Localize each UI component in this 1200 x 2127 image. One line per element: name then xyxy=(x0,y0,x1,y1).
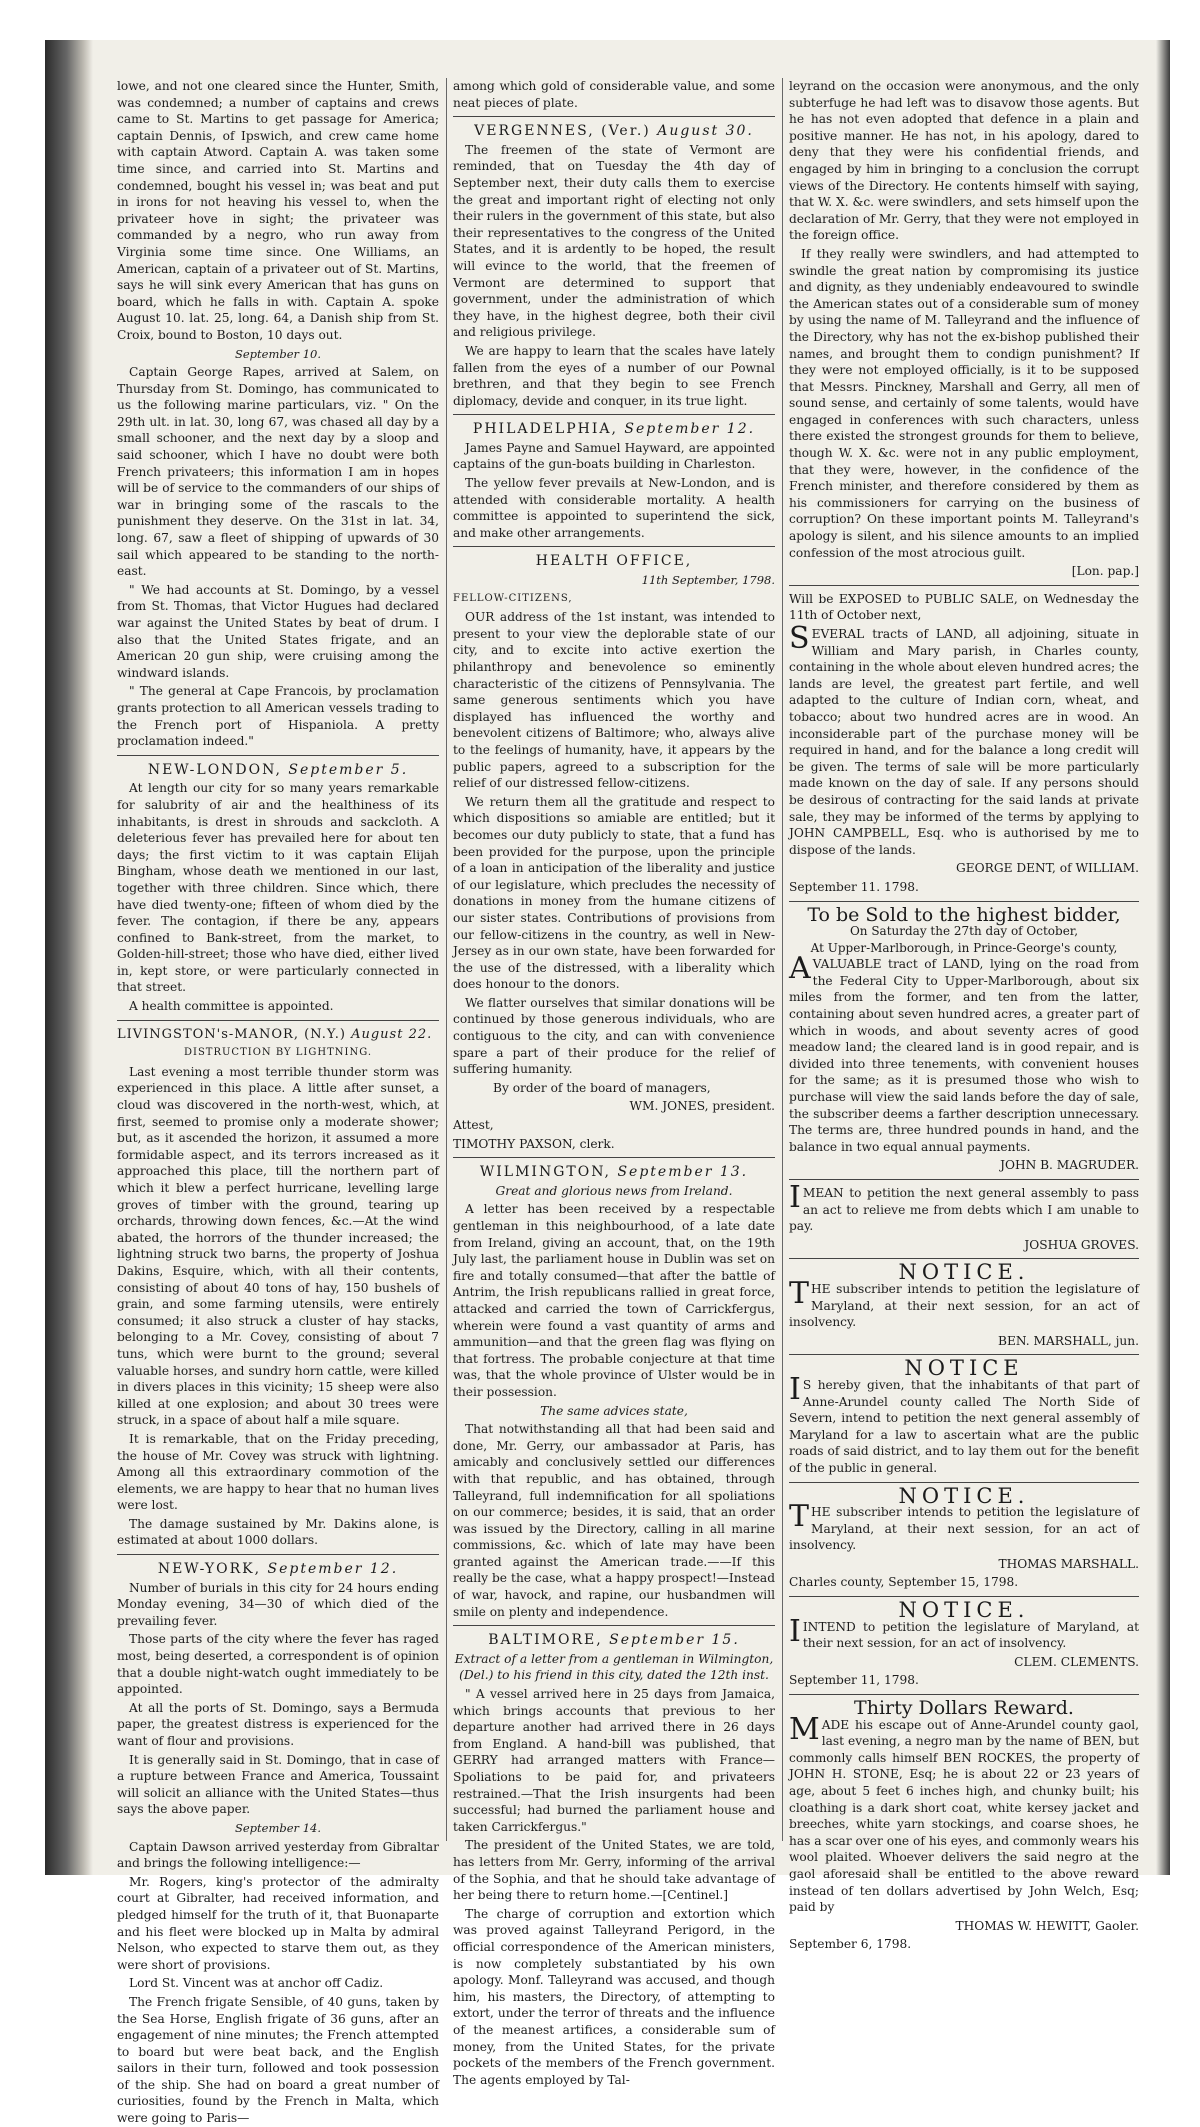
ad-date: September 11, 1798. xyxy=(789,1673,919,1688)
article-paragraph: Mr. Rogers, king's protector of the admiralty court at Gibralter, had received information, and pledged himself for the truth of it, that Buonaparte and his fleet were blocked up in Malta by admiral Nelson, who expected to starve them out, as they were short of provisions. xyxy=(117,1874,439,1972)
article-paragraph: lowe, and not one cleared since the Hunter, Smith, was condemned; a number of captains and crews came to St. Martins to get passage for America; captain Dennis, of Ipswich, and crew came home with captain Atword. Captain A. was taken some time since, and carried into St. Martins and condemned, bought his vessel in; was beat and put in irons for not heaving his vessel to, when the privateer hove in sight; the privateer was commanded by a negro, who run away from Virginia some time since. One Williams, an American, captain of a privateer out of St. Martins, says he will sink every American that has guns on board, which he falls in with. Captain A. spoke August 10. lat. 25, long. 64, a Danish ship from St. Croix, bound to Boston, 10 days out. xyxy=(117,79,439,342)
section-heading xyxy=(117,1561,439,1578)
article-paragraph: Captain Dawson arrived yesterday from Gibraltar and brings the following intelligence:— xyxy=(117,1839,439,1871)
article-paragraph: OUR address of the 1st instant, was intended to present to your view the deplorable state of our city, and to excite into active exertion the philanthropy and benevolence so eminently characteristic of the citizens of Pennsylvania. The same generous sentiments which you have displayed has influenced the worthy and benevolent citizens of Baltimore; who, always alive to the feelings of humanity, have, it appears by the public papers, agreed to a subscription for the relief of our distressed fellow-citizens. xyxy=(453,610,775,791)
divider xyxy=(789,585,1139,586)
article-paragraph: among which gold of considerable value, and some neat pieces of plate. xyxy=(453,79,775,110)
ad-title: NOTICE. xyxy=(898,1598,1030,1623)
heading-place: LIVINGSTON's-MANOR, (N.Y.) xyxy=(117,1026,346,1042)
heading-place: BALTIMORE, xyxy=(488,1632,603,1649)
ad-body: IS hereby given, that the inhabitants of that part of Anne-Arundel county called The North Side of Severn, intend to petition the next general assembly of Maryland for a law to ascertain what are the public roads of said district, and to lay them out for the benefit of the public in general. xyxy=(789,1371,1139,1475)
heading-place: NEW-YORK, xyxy=(157,1561,262,1578)
article-paragraph: If they really were swindlers, and had attempted to swindle the great nation by compromising its justice and dignity, as they undeniably endeavoured to swindle the American states out of a considerable sum of money by using the name of M. Talleyrand and the influence of the Directory, why has not the ex-bishop published their names, and brought them to condign punishment? If they were not employed officially, is it to be supposed that Messrs. Pinckney, Marshall and Gerry, all men of sound sense, and certainly of some talents, would have engaged in conferences with such characters, unless there existed the strongest grounds for them to believe, though W. X. &c. were not in any public employment, that they were, however, in the confidence of the French minister, and therefore considered by them as his commissioners for carrying on the business of corruption? On these important points M. Talleyrand's apology is silent, and his silence amounts to an implied confession of the most atrocious guilt. xyxy=(789,246,1139,560)
article-paragraph: We are happy to learn that the scales have lately fallen from the eyes of a number of our Pownal brethren, and that they begin to see French diplomacy, devide and conquer, in its true light. xyxy=(453,343,775,408)
heading-date: September 5. xyxy=(288,761,409,778)
dateline: 11th September, 1798. xyxy=(641,573,775,588)
ad-body: AVALUABLE tract of LAND, lying on the road from the Federal City to Upper-Marlborough, about six miles from the former, and ten from the latter, containing about seven hundred acres, a greater part of which in woods, and about seventy acres of good meadow land; the cleared land is in good repair, and is divided into three tenements, with convenient houses for the same; as it is presumed those who wish to purchase will view the said lands before the day of sale, the subscriber deems a farther description unnecessary. The terms are, three hundred pounds in hand, and the balance in two equal annual payments. xyxy=(789,951,1139,1154)
ad-body: MADE his escape out of Anne-Arundel county gaol, last evening, a negro man by the name of BEN, but commonly calls himself BEN ROCKES, the property of JOHN H. STONE, Esq; he is about 22 or 23 years of age, about 5 feet 6 inches high, and chunky built; his cloathing is a dark short coat, white kersey jacket and breeches, white yarn stockings, and coarse shoes, he has a scar over one of his eyes, and commonly wears his wool plaited. Whoever delivers the said negro at the gaol aforesaid shall be entitled to the above reward instead of ten dollars advertised by John Welch, Esq; paid by xyxy=(789,1711,1139,1915)
divider xyxy=(789,1694,1139,1695)
ad-signature: THOMAS W. HEWITT, Gaoler. xyxy=(955,1918,1139,1933)
signature-line: By order of the board of managers, xyxy=(493,1080,711,1095)
article-paragraph: The charge of corruption and extortion which was proved against Talleyrand Perigord, in the official correspondence of the American ministers, is now completely substantiated by his own apology. Monf. Talleyrand was accused, and though him, his masters, the Directory, of attempting to extort, under the terror of threats and the influence of the meanest artifices, a considerable sum of money, from the United States, for the private pockets of the members of the French government. The agents employed by Tal- xyxy=(453,1906,775,2087)
ad-signature: JOHN B. MAGRUDER. xyxy=(1000,1158,1139,1173)
article-paragraph: It is generally said in St. Domingo, that in case of a rupture between France and America, Toussaint will solicit an alliance with the United States—thus says the above paper. xyxy=(117,1752,439,1817)
column-rule xyxy=(446,78,447,1841)
divider xyxy=(789,1179,1139,1180)
divider xyxy=(789,1354,1139,1355)
heading-date: August 30. xyxy=(657,123,754,140)
divider xyxy=(789,901,1139,902)
ad-title: Thirty Dollars Reward. xyxy=(854,1697,1074,1720)
salutation: FELLOW-CITIZENS, xyxy=(453,592,573,604)
ad-subtitle: At Upper-Marlborough, in Prince-George's county, xyxy=(810,940,1118,955)
ad-body: THE subscriber intends to petition the legislature of Maryland, at their next session, for an act of insolvency. xyxy=(789,1275,1139,1330)
article-paragraph: Those parts of the city where the fever has raged most, being deserted, a correspondent is of opinion that a double night-watch ought immediately to be appointed. xyxy=(117,1632,439,1697)
ad-subtitle: On Saturday the 27th day of October, xyxy=(849,924,1079,939)
article-paragraph: The president of the United States, we are told, has letters from Mr. Gerry, informing of the arrival of the Sophia, and that he should take advantage of her being there to return home.—[Centinel.] xyxy=(453,1838,775,1903)
newspaper-page xyxy=(45,40,1170,2126)
divider xyxy=(453,414,775,415)
ad-intro: Will be EXPOSED to PUBLIC SALE, on Wednesday the 11th of October next, xyxy=(789,591,1139,623)
article-paragraph: leyrand on the occasion were anonymous, and the only subterfuge he had left was to disavow those agents. But he has not even adopted that defence in a plain and positive manner. He has not, in his apology, dared to deny that they were his confidential friends, and engaged by him in bringing to a conclusion the corrupt views of the Directory. He contents himself with saying, that W. X. &c. were swindlers, and sets himself upon the declaration of Mr. Gerry, that they were not employed in the foreign office. xyxy=(789,79,1139,243)
column-1 xyxy=(117,78,439,2126)
subheading: DISTRUCTION BY LIGHTNING. xyxy=(183,1047,373,1059)
divider xyxy=(453,1157,775,1158)
article-paragraph: At all the ports of St. Domingo, says a Bermuda paper, the greatest distress is experienced for the want of flour and provisions. xyxy=(117,1700,439,1748)
dateline: September 10. xyxy=(235,346,321,361)
article-paragraph: " A vessel arrived here in 25 days from Jamaica, which brings accounts that previous to her departure another had arrived there in 26 days from England. A hand-bill was published, that GERRY had arranged matters with France—Spoliations to be paid for, and privateers restrained.—That the Irish insurgents had been successful; had burned the parliament house and taken Carrickfergus." xyxy=(453,1687,775,1834)
article-paragraph: The damage sustained by Mr. Dakins alone, is estimated at about 1000 dollars. xyxy=(117,1516,439,1548)
section-heading xyxy=(117,1027,439,1044)
ad-title: NOTICE. xyxy=(898,1260,1030,1285)
article-paragraph: Captain George Rapes, arrived at Salem, on Thursday from St. Domingo, has communicated to us the following marine particulars, viz. " On the 29th ult. in lat. 30, long 67, was chased all day by a small schooner, and the next day by a sloop and said schooner, which I have no doubt were both French privateers; this information I am in hopes will be of service to the commanders of our ships of war in bringing some of the rascals to the punishment they deserve. On the 31st in lat. 34, long. 67, saw a fleet of shipping of upwards of 30 sail which appeared to be standing to the north-east. xyxy=(117,365,439,579)
ad-signature: JOSHUA GROVES. xyxy=(1024,1237,1139,1252)
dateline: September 14. xyxy=(235,1820,321,1835)
article-paragraph: The French frigate Sensible, of 40 guns, taken by the Sea Horse, English frigate of 36 guns, after an engagement of nine minutes; the French attempted to board but were beat back, and the English sailors in their turn, followed and took possession of the ship. She had on board a great number of curiosities, found by the French in Malta, which were going to Paris— xyxy=(117,1994,439,2126)
article-paragraph: A health committee is appointed. xyxy=(129,999,334,1014)
ad-signature: THOMAS MARSHALL. xyxy=(998,1556,1139,1571)
ad-date: Charles county, September 15, 1798. xyxy=(789,1575,1019,1590)
ad-date: September 6, 1798. xyxy=(789,1937,912,1952)
divider xyxy=(117,755,439,756)
heading-date: August 22. xyxy=(351,1026,433,1042)
subheading: Great and glorious news from Ireland. xyxy=(495,1183,733,1198)
divider xyxy=(453,1625,775,1626)
section-heading xyxy=(117,762,439,779)
article-paragraph: We return them all the gratitude and respect to which dispositions so amiable are entitled; but it becomes our duty publicly to state, that a fund has been provided for the purpose, upon the principle of a loan in anticipation of the liberality and justice of our legislature, which precludes the necessity of donations in money from the humane citizens of our sister states. Contributions of provisions from our fellow-citizens in the country, as well in New-Jersey as in our own state, have been forwarded for the use of the distressed, with a liberality which does honour to the donors. xyxy=(453,794,775,992)
column-3 xyxy=(789,78,1139,1952)
ad-title: To be Sold to the highest bidder, xyxy=(807,903,1121,926)
subheading: Extract of a letter from a gentleman in Wilmington, (Del.) to his friend in this city, dated the 12th inst. xyxy=(454,1651,774,1683)
signature-line: Attest, xyxy=(453,1118,494,1133)
article-paragraph: It is remarkable, that on the Friday preceding, the house of Mr. Covey was struck with lightning. Among all this extraordinary commotion of the elements, we are happy to hear that no human lives were lost. xyxy=(117,1431,439,1513)
section-heading: HEALTH OFFICE, xyxy=(535,553,693,570)
section-heading xyxy=(453,421,775,438)
column-rule xyxy=(782,78,783,1841)
divider xyxy=(453,116,775,117)
heading-date: September 15. xyxy=(609,1632,740,1649)
section-heading xyxy=(453,1632,775,1649)
article-paragraph: We flatter ourselves that similar donations will be continued by those generous individuals, who are contiguous to the city, and can with convenience spare a part of their produce for the relief of suffering humanity. xyxy=(453,995,775,1077)
ad-signature: BEN. MARSHALL, jun. xyxy=(997,1333,1139,1348)
section-heading xyxy=(453,1164,775,1181)
heading-place: VERGENNES, (Ver.) xyxy=(474,123,651,140)
article-paragraph: At length our city for so many years remarkable for salubrity of air and the healthiness of its inhabitants, is drest in shrouds and sackcloth. A deleterious fever has prevailed here for about ten days; the first victim to it was captain Elijah Bingham, whose death we mentioned in our last, together with three children. Since which, there have died twenty-one; fifteen of whom died by the fever. The contagion, if there be any, appears confined to Bank-street, from the market, to Golden-hill-street; those who have died, either lived in, kept store, or were particularly connected in that street. xyxy=(117,781,439,995)
ad-body: SEVERAL tracts of LAND, all adjoining, situate in William and Mary parish, in Charles county, containing in the whole about eleven hundred acres; the lands are level, the greatest part fertile, and well adapted to the culture of Indian corn, wheat, and tobacco; about two hundred acres are in wood. An inconsiderable part of the purchase money will be required in hand, and for the balance a long credit will be given. The terms of sale will be more particularly made known on the day of sale. If any persons should be desirous of contracting for the said lands at private sale, they may be informed of the terms by applying to JOHN CAMPBELL, Esq. who is authorised by me to dispose of the lands. xyxy=(789,621,1139,857)
divider xyxy=(117,1020,439,1021)
heading-place: PHILADELPHIA, xyxy=(472,421,618,438)
article-paragraph: The yellow fever prevails at New-London, and is attended with considerable mortality. A health committee is appointed to superintend the sick, and make other arrangements. xyxy=(453,476,775,540)
article-paragraph: " The general at Cape Francois, by proclamation grants protection to all American vessels trading to the French port of Hispaniola. A pretty proclamation indeed." xyxy=(117,684,439,749)
source-credit: [Lon. pap.] xyxy=(1071,564,1139,579)
signature-line: TIMOTHY PAXSON, clerk. xyxy=(453,1136,615,1151)
divider xyxy=(789,1482,1139,1483)
divider xyxy=(453,546,775,547)
ad-title: NOTICE. xyxy=(898,1483,1030,1508)
ad-signature: GEORGE DENT, of WILLIAM. xyxy=(956,861,1139,876)
heading-date: September 13. xyxy=(617,1164,749,1181)
article-paragraph: That notwithstanding all that had been said and done, Mr. Gerry, our ambassador at Paris, has amicably and conclusively settled our differences with that republic, and has obtained, through Talleyrand, full indemnification for all spoliations on our commerce; besides, it is said, that an order was issued by the Directory, calling in all marine commissions, &c. which of late may have been granted against the American trade.——If this really be the case, what a happy prospect!—Instead of war, havock, and rapine, our husbandmen will smile on plenty and independence. xyxy=(453,1422,775,1619)
ad-body: IINTEND to petition the legislature of Maryland, at their next session, for an act of insolvency. xyxy=(789,1613,1139,1651)
subheading: The same advices state, xyxy=(540,1403,688,1418)
article-paragraph: Lord St. Vincent was at anchor off Cadiz. xyxy=(129,1976,384,1991)
column-2 xyxy=(453,78,776,2087)
divider xyxy=(789,1258,1139,1259)
article-paragraph: Last evening a most terrible thunder storm was experienced in this place. A little after sunset, a cloud was discovered in the north-west, which, at first, seemed to promise only a moderate shower; but, as it ascended the horizon, it assumed a more formidable aspect, and its terrors increased as it approached this place, till the northern part of which it blew a perfect hurricane, levelling large groves of timber with the ground, tearing up orchards, throwing down fences, &c.—At the wind abated, the horrors of the thunder increased; the lightning struck two barns, the property of Joshua Dakins, Esquire, which, with all their contents, consisting of about 40 tons of hay, 150 bushels of grain, and some farming utensils, were entirely consumed; it also struck a cluster of hay stacks, belonging to a Mr. Covey, consisting of about 7 tuns, which were burnt to the ground; several valuable horses, and sundry horn cattle, were killed in divers places in this vicinity; 15 sheep were also killed at one explosion; and about 30 trees were struck, in a space of about half a mile square. xyxy=(117,1064,439,1428)
article-paragraph: James Payne and Samuel Hayward, are appointed captains of the gun-boats building in Charleston. xyxy=(453,440,775,472)
article-paragraph: The freemen of the state of Vermont are reminded, that on Tuesday the 4th day of September next, their duty calls them to exercise the great and important right of electing not only their rulers in the government of this state, but also their representatives to the congress of the United States, and it is ardently to be hoped, the result will evince to the world, that the freemen of Vermont are determined to support that government, under the administration of which they have, in the highest degree, both their civil and religious privilege. xyxy=(453,142,776,340)
signature-line: WM. JONES, president. xyxy=(629,1099,775,1114)
ad-date: September 11. 1798. xyxy=(789,879,919,894)
heading-date: September 12. xyxy=(624,421,756,438)
ad-body: THE subscriber intends to petition the legislature of Maryland, at their next session, for an act of insolvency. xyxy=(789,1499,1139,1553)
ad-title: NOTICE xyxy=(904,1356,1024,1381)
heading-place: WILMINGTON, xyxy=(479,1164,611,1181)
heading-place: NEW-LONDON, xyxy=(147,761,282,778)
article-paragraph: " We had accounts at St. Domingo, by a vessel from St. Thomas, that Victor Hugues had declared war against the United States by beat of drum. I also that the United States frigate, and an American 20 gun ship, were cruising among the windward islands. xyxy=(117,582,439,680)
divider xyxy=(789,1596,1139,1597)
article-paragraph: Number of burials in this city for 24 hours ending Monday evening, 34—30 of which died of the prevailing fever. xyxy=(117,1580,439,1628)
ad-body: IMEAN to petition the next general assembly to pass an act to relieve me from debts which I am unable to pay. xyxy=(789,1180,1139,1234)
ad-signature: CLEM. CLEMENTS. xyxy=(1014,1654,1139,1669)
heading-date: September 12. xyxy=(267,1561,399,1578)
section-heading xyxy=(453,123,775,140)
article-paragraph: A letter has been received by a respectable gentleman in this neighbourhood, of a late date from Ireland, giving an account, that, on the 19th July last, the parliament house in Dublin was set on fire and totally consumed—that after the battle of Antrim, the Irish republicans rallied in great force, attacked and carried the town of Carrickfergus, wherein were found a vast quantity of arms and ammunition—and that the green flag was flying on that fortress. The probable conjecture at that time was, that the whole province of Ulster would be in their possession. xyxy=(453,1202,775,1399)
divider xyxy=(117,1554,439,1555)
